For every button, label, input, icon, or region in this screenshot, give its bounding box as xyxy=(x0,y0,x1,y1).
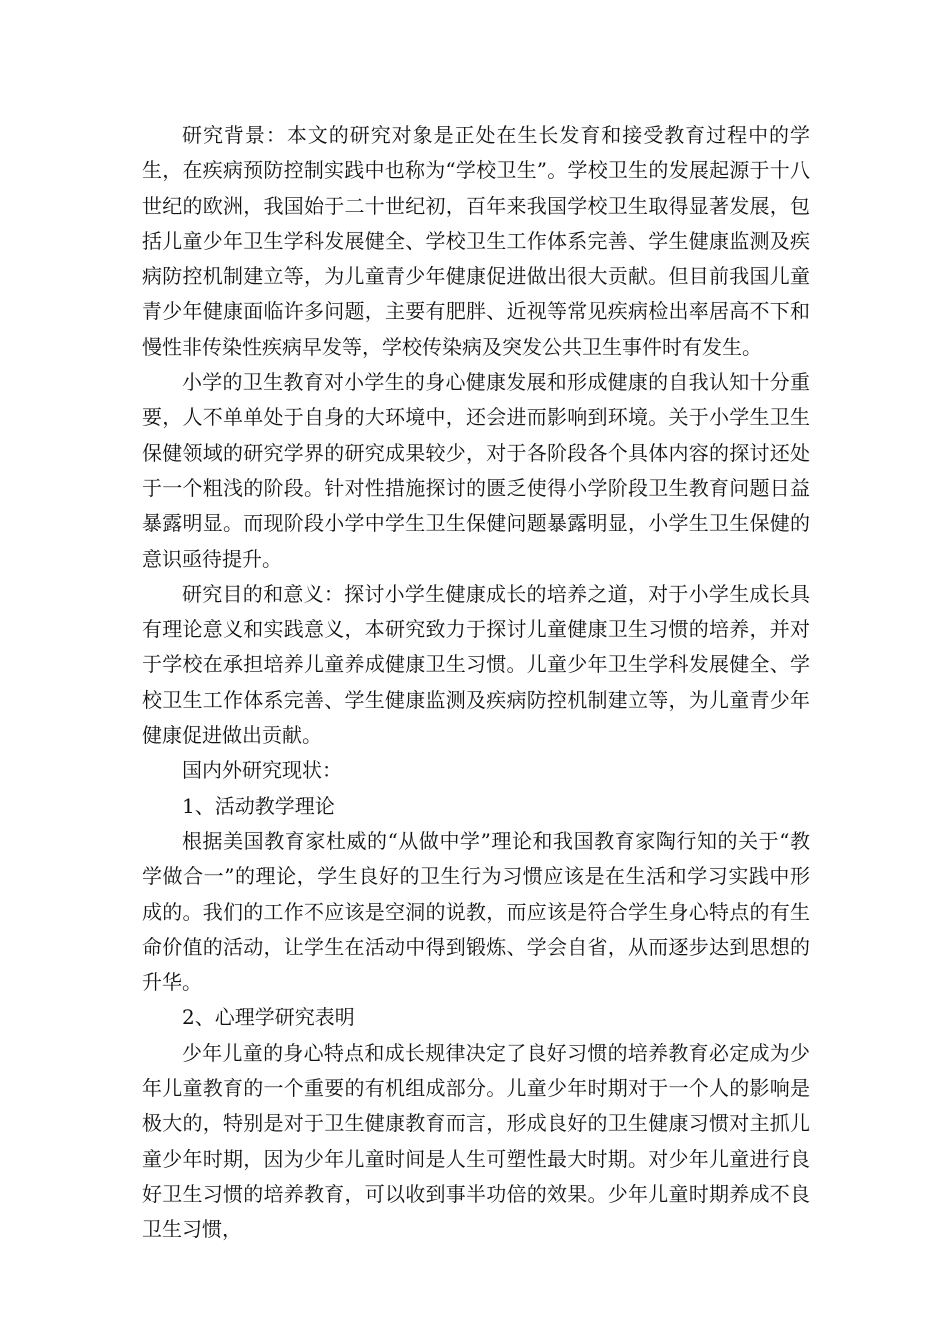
paragraph-psychology: 少年儿童的身心特点和成长规律决定了良好习惯的培养教育必定成为少年儿童教育的一个重要的有机组成部分。儿童少年时期对于一个人的影响是极大的，特别是对于卫生健康教育而言，形成良好的卫生健康习惯对主抓儿童少年时期，因为少年儿童时间是人生可塑性最大时期。对少年儿童进行良好卫生习惯的培养教育，可以收到事半功倍的效果。少年儿童时期养成不良卫生习惯， xyxy=(142,1040,810,1242)
paragraph-activity-teaching: 根据美国教育家杜威的“从做中学”理论和我国教育家陶行知的关于“教学做合一”的理论，学生良好的卫生行为习惯应该是在生活和学习实践中形成的。我们的工作不应该是空洞的说教，而应该是符合学生身心特点的有生命价值的活动，让学生在活动中得到锻炼、学会自省，从而逐步达到思想的升华。 xyxy=(142,828,810,995)
paragraph-research-background: 研究背景：本文的研究对象是正处在生长发育和接受教育过程中的学生，在疾病预防控制实践中也称为“学校卫生”。学校卫生的发展起源于十八世纪的欧洲，我国始于二十世纪初，百年来我国学校卫生取得显著发展，包括儿童少年卫生学科发展健全、学校卫生工作体系完善、学生健康监测及疾病防控机制建立等，为儿童青少年健康促进做出很大贡献。但目前我国儿童青少年健康面临许多问题，主要有肥胖、近视等常见疾病检出率居高不下和慢性非传染性疾病早发等，学校传染病及突发公共卫生事件时有发生。 xyxy=(142,123,810,359)
heading-activity-teaching-theory: 1、活动教学理论 xyxy=(182,793,335,818)
heading-psychology-research: 2、心理学研究表明 xyxy=(182,1005,355,1030)
heading-research-status: 国内外研究现状： xyxy=(182,758,342,783)
paragraph-hygiene-education: 小学的卫生教育对小学生的身心健康发展和形成健康的自我认知十分重要，人不单单处于自身的大环境中，还会进而影响到环境。关于小学生卫生保健领域的研究学界的研究成果较少，对于各阶段各个具体内容的探讨还处于一个粗浅的阶段。针对性措施探讨的匮乏使得小学阶段卫生教育问题日益暴露明显。而现阶段小学中学生卫生保健问题暴露明显，小学生卫生保健的意识亟待提升。 xyxy=(142,370,810,571)
paragraph-research-purpose: 研究目的和意义：探讨小学生健康成长的培养之道，对于小学生成长具有理论意义和实践意义，本研究致力于探讨儿童健康卫生习惯的培养，并对于学校在承担培养儿童养成健康卫生习惯。儿童少年卫生学科发展健全、学校卫生工作体系完善、学生健康监测及疾病防控机制建立等，为儿童青少年健康促进做出贡献。 xyxy=(142,581,810,748)
document-body xyxy=(142,118,810,1248)
